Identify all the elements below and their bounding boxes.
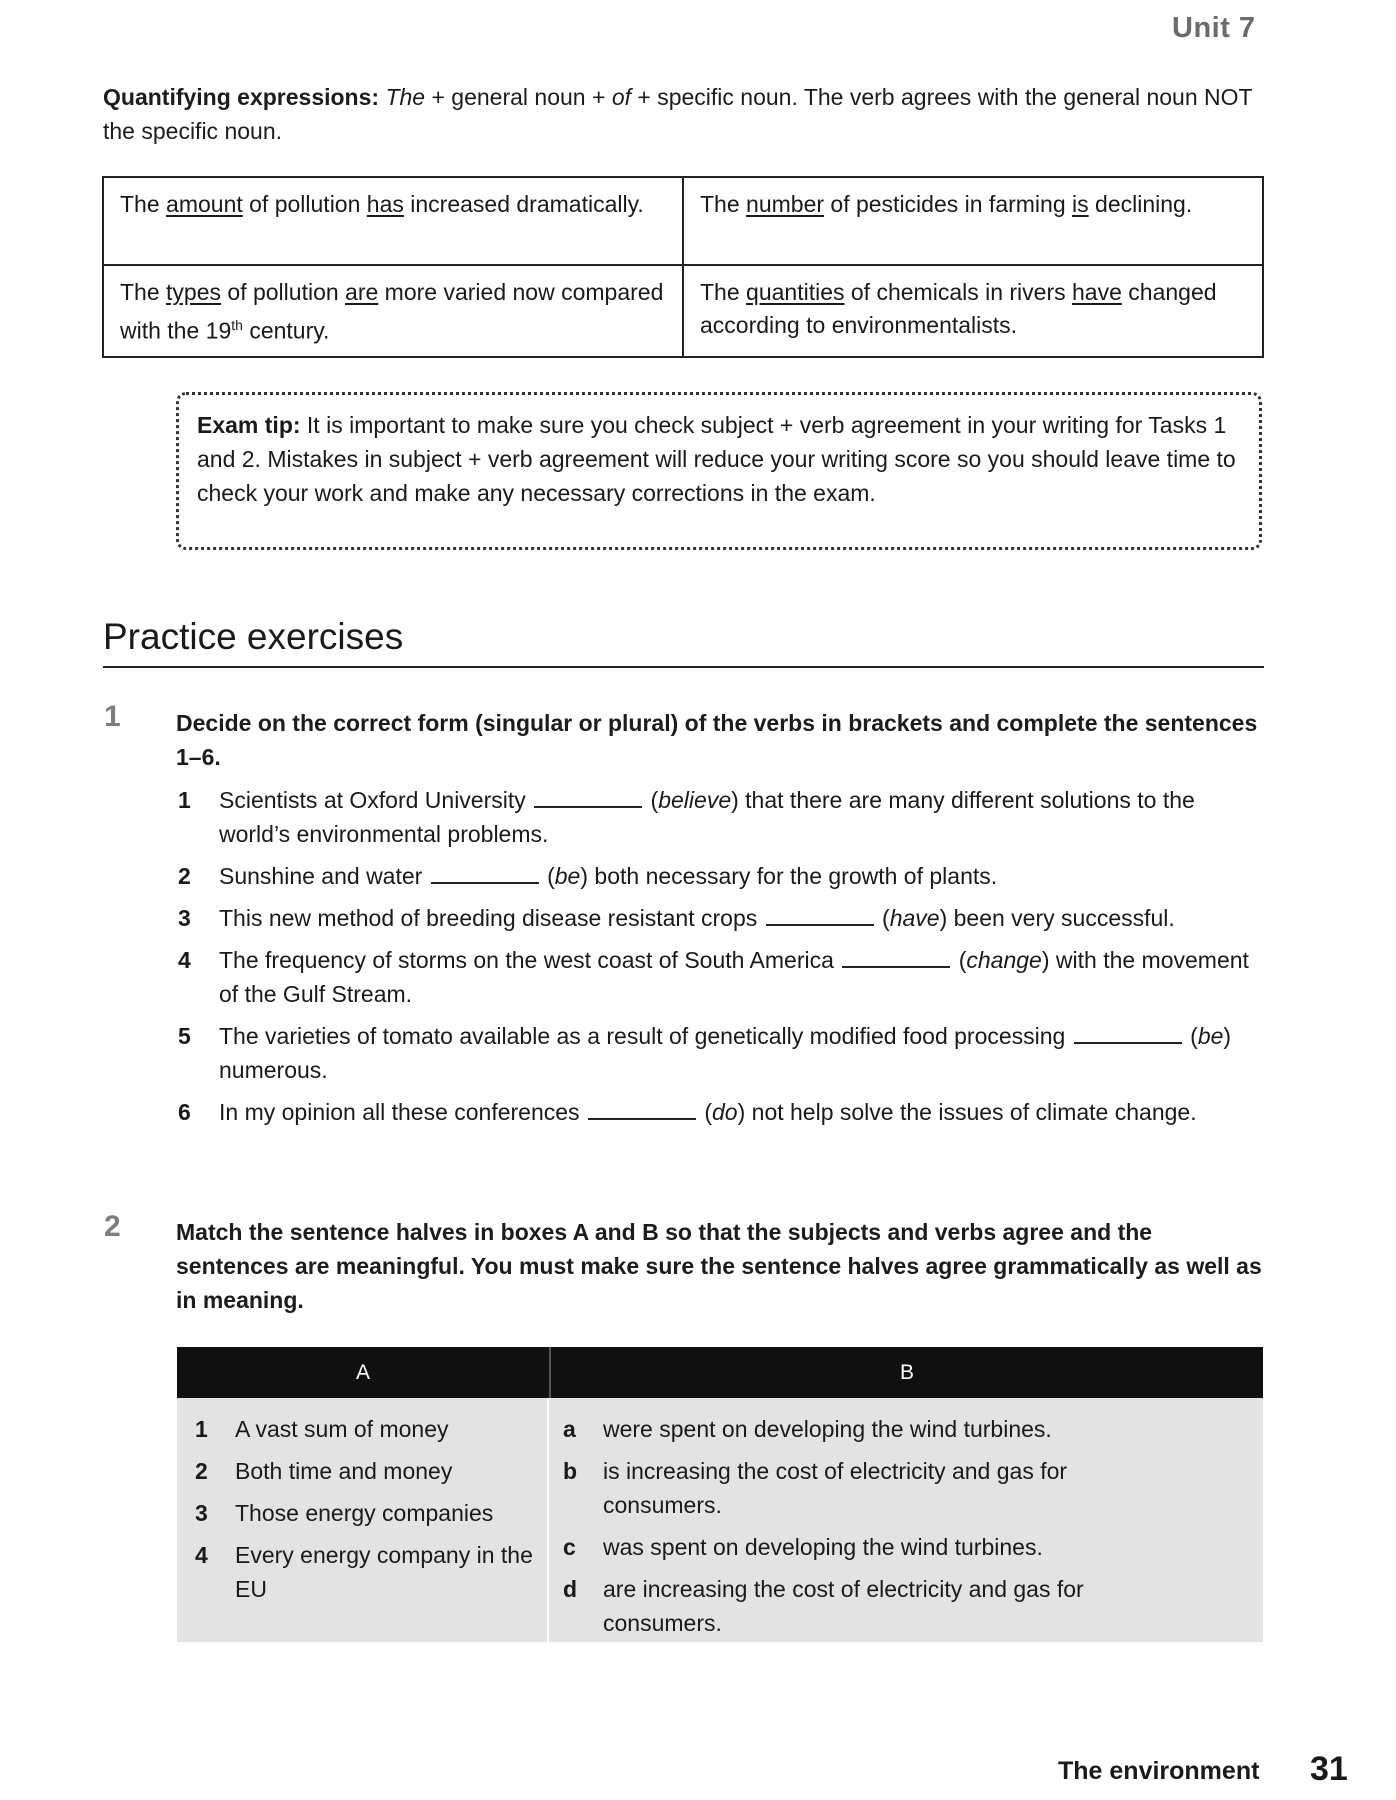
exercise-item: 5 The varieties of tomato available as a result of genetically modified food processing (be) numerous. [178,1019,1268,1087]
answer-blank[interactable] [766,902,874,926]
item-number: 6 [178,1099,191,1125]
example-cell: The types of pollution are more varied now compared with the 19th century. [103,265,683,357]
sentence-half-a[interactable]: 4 Every energy company in the EU [195,1542,533,1602]
unit-label: Unit 7 [1172,12,1256,44]
sentence-half-a[interactable]: 1 A vast sum of money [195,1416,449,1442]
exam-tip-text: It is important to make sure you check subject + verb agreement in your writing for Tasks 1 and 2. Mistakes in subject + verb agreement will reduce your writing score so you should leave time to check your work and make any necessary corrections in the exam. [197,412,1236,506]
answer-blank[interactable] [1074,1020,1182,1044]
general-noun: number [746,191,825,217]
section-title: Practice exercises [103,616,404,657]
exam-tip-label: Exam tip: [197,412,301,438]
exercise-item: 4 The frequency of storms on the west coast of South America (change) with the movement of the Gulf Stream. [178,943,1268,1011]
exercise-1-instruction: Decide on the correct form (singular or plural) of the verbs in brackets and complete the sentences 1–6. [176,710,1258,770]
item-number: 1 [178,787,191,813]
item-number: 5 [178,1023,191,1049]
general-noun: types [166,279,222,305]
matching-table [177,1347,1263,1642]
matching-table-body [177,1398,1263,1642]
verb-hint: be [1197,1023,1224,1049]
footer-chapter-title: The environment [1058,1757,1260,1785]
examples-row [103,177,1263,265]
note-label: Quantifying expressions: [103,84,380,110]
note-text: + general noun + [425,84,612,110]
exercise-1-items [178,783,1268,1137]
answer-blank[interactable] [431,860,539,884]
example-cell: The quantities of chemicals in rivers have changed according to environmentalists. [683,265,1263,357]
item-number: 4 [178,947,191,973]
verb: are [345,279,379,305]
item-number: 2 [178,863,191,889]
column-b [549,1398,1263,1642]
sentence-half-a[interactable]: 3 Those energy companies [195,1500,494,1526]
verb: is [1072,191,1089,217]
verb-hint: do [712,1099,738,1125]
exercise-item: 2 Sunshine and water (be) both necessary for the growth of plants. [178,859,1268,893]
column-b-header: B [899,1360,914,1384]
verb-hint: have [889,905,940,931]
sentence-half-b[interactable]: a were spent on developing the wind turbines. [563,1416,1052,1442]
verb-hint: believe [658,787,732,813]
answer-blank[interactable] [534,784,642,808]
column-a [177,1398,549,1642]
examples-table [102,176,1264,358]
sentence-half-a[interactable]: 2 Both time and money [195,1458,453,1484]
exercise-item: 3 This new method of breeding disease resistant crops (have) been very successful. [178,901,1268,935]
matching-table-header [177,1347,1263,1398]
exercise-2-number: 2 [104,1210,121,1243]
sentence-half-b[interactable]: c was spent on developing the wind turbines. [563,1534,1043,1560]
verb-hint: be [554,863,581,889]
of-keyword: of [611,84,631,110]
sentence-half-b[interactable]: b is increasing the cost of electricity and gas for consumers. [563,1458,1068,1518]
exam-tip-box [176,392,1262,550]
verb-hint: change [966,947,1042,973]
item-number: 3 [178,905,191,931]
the-keyword: The [385,84,426,110]
column-a-header: A [177,1347,551,1398]
exercise-2-instruction: Match the sentence halves in boxes A and B so that the subjects and verbs agree and the sentences are meaningful. You must make sure the sentence halves agree grammatically as well as in meaning. [176,1219,1262,1313]
section-divider [103,666,1264,668]
examples-row [103,265,1263,357]
sentence-half-b[interactable]: d are increasing the cost of electricity and gas for consumers. [563,1576,1084,1636]
example-cell: The amount of pollution has increased dramatically. [103,177,683,265]
verb: have [1072,279,1122,305]
page-number: 31 [1310,1750,1348,1788]
exercise-item: 6 In my opinion all these conferences (do) not help solve the issues of climate change. [178,1095,1268,1129]
answer-blank[interactable] [842,944,950,968]
general-noun: quantities [746,279,845,305]
example-cell: The number of pesticides in farming is declining. [683,177,1263,265]
general-noun: amount [166,191,243,217]
exercise-item: 1 Scientists at Oxford University (believe) that there are many different solutions to the world’s environmental problems. [178,783,1268,851]
quantifying-expressions-note [103,80,1263,148]
exercise-1-number: 1 [104,700,121,733]
verb: has [366,191,404,217]
note-text-rest: + specific noun. The verb agrees with the general noun NOT the specific noun. [103,84,1253,144]
answer-blank[interactable] [588,1096,696,1120]
